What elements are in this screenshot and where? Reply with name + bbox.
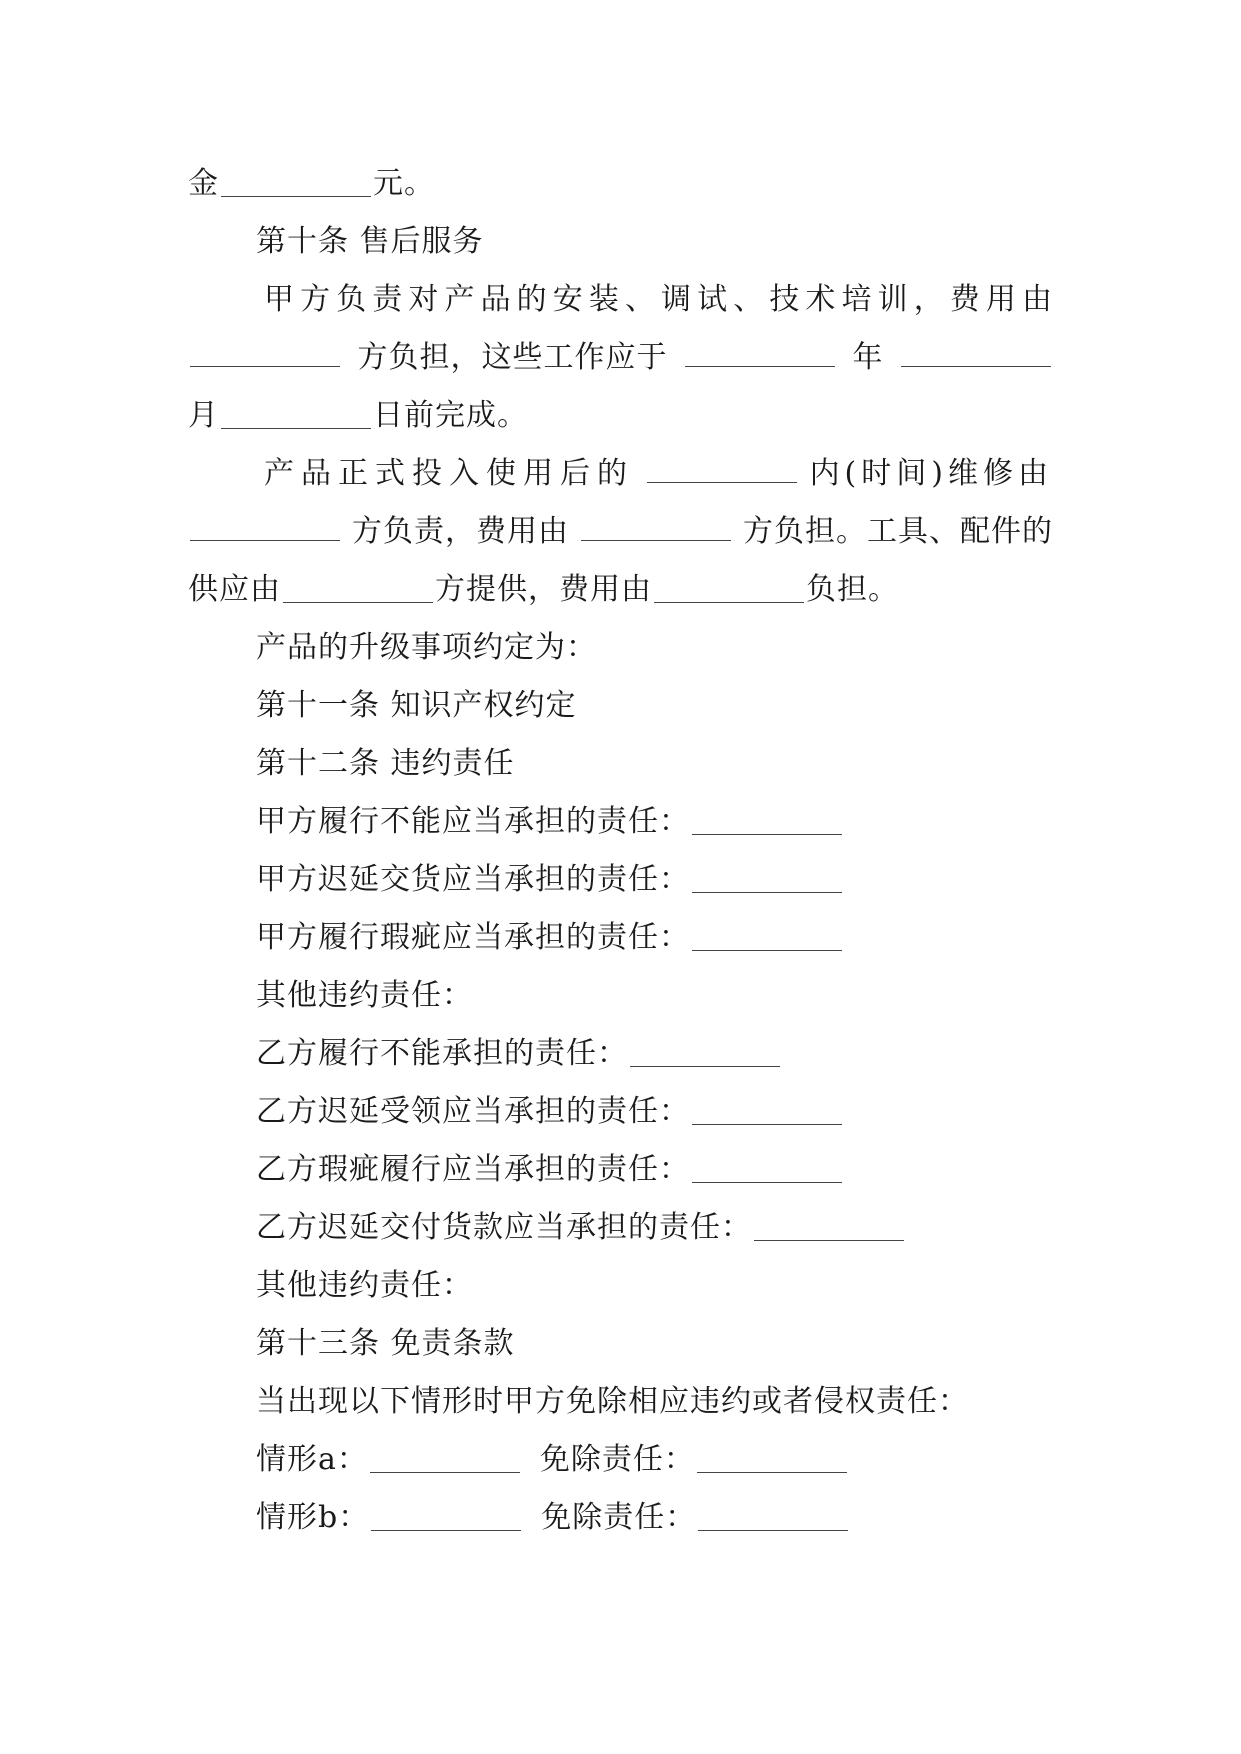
char: 责 — [372, 282, 404, 317]
heading: 第十二条 违约责任 — [256, 746, 515, 781]
text: 甲方迟延交货应当承担的责任： — [256, 862, 690, 897]
char: 用 — [985, 282, 1017, 317]
blank-field[interactable] — [697, 1471, 847, 1473]
line-b-defect — [188, 1141, 1053, 1199]
char: 训 — [877, 282, 909, 317]
text: 情形a： — [256, 1442, 368, 1477]
heading: 第十一条 知识产权约定 — [256, 688, 577, 723]
blank-field[interactable] — [692, 833, 842, 835]
char: 试 — [697, 282, 729, 317]
char: 培 — [841, 282, 873, 317]
heading: 第十三条 免责条款 — [256, 1326, 515, 1361]
line-b-delay-receive — [188, 1083, 1053, 1141]
char: 、 — [624, 282, 656, 317]
blank-field[interactable] — [654, 601, 804, 603]
char: 的 — [516, 282, 548, 317]
text: 元。 — [373, 166, 435, 201]
line-case-a — [188, 1431, 1053, 1489]
char: 产 — [444, 282, 476, 317]
char: 技 — [769, 282, 801, 317]
blank-field[interactable] — [692, 949, 842, 951]
text: 方负担，这些工作应于 — [357, 340, 668, 375]
char: 品 — [480, 282, 512, 317]
blank-field[interactable] — [370, 1471, 520, 1473]
text: 方提供，费用由 — [435, 572, 652, 607]
text: 日前完成。 — [373, 398, 528, 433]
blank-field[interactable] — [647, 481, 797, 483]
text: 内(时间)维修由 — [809, 456, 1053, 491]
blank-field[interactable] — [371, 1529, 521, 1531]
text: 甲方履行瑕疵应当承担的责任： — [256, 920, 690, 955]
blank-field[interactable] — [754, 1239, 904, 1241]
article-12-title — [188, 735, 1053, 793]
text: 供应由 — [188, 572, 281, 607]
text: 其他违约责任： — [256, 978, 473, 1013]
char: 方 — [300, 282, 332, 317]
line-other-2 — [188, 1257, 1053, 1315]
blank-field[interactable] — [190, 365, 340, 367]
line-maintenance-party — [188, 503, 1053, 561]
text: 金 — [188, 166, 219, 201]
char: 安 — [552, 282, 584, 317]
text: 乙方瑕疵履行应当承担的责任： — [256, 1152, 690, 1187]
char: 装 — [588, 282, 620, 317]
text: 负担。 — [806, 572, 899, 607]
line-a-fail — [188, 793, 1053, 851]
text: 年 — [852, 340, 884, 375]
heading: 第十条 售后服务 — [256, 224, 484, 259]
char: 甲 — [264, 282, 295, 317]
line-deposit — [188, 155, 1053, 213]
text: 产品的升级事项约定为： — [256, 630, 597, 665]
text: 当出现以下情形时甲方免除相应违约或者侵权责任： — [256, 1384, 969, 1419]
text: 乙方履行不能承担的责任： — [256, 1036, 628, 1071]
blank-field[interactable] — [581, 539, 731, 541]
text: 乙方迟延受领应当承担的责任： — [256, 1094, 690, 1129]
blank-field[interactable] — [698, 1529, 848, 1531]
text: 其他违约责任： — [256, 1268, 473, 1303]
document-body — [188, 155, 1053, 1547]
line-maintenance — [188, 445, 1053, 503]
text: 甲方履行不能应当承担的责任： — [256, 804, 690, 839]
text: 免除责任： — [539, 1442, 695, 1477]
line-service-party — [188, 329, 1053, 387]
text: 情形b： — [256, 1500, 370, 1535]
blank-field[interactable] — [692, 891, 842, 893]
text: 方负担。工具、配件的 — [743, 514, 1053, 549]
blank-field[interactable] — [685, 365, 835, 367]
text: 方负责，费用由 — [352, 514, 569, 549]
line-exempt-intro — [188, 1373, 1053, 1431]
blank-field[interactable] — [190, 539, 340, 541]
char: 术 — [805, 282, 837, 317]
line-parts-supply — [188, 561, 1053, 619]
char: 由 — [1021, 282, 1053, 317]
line-upgrade — [188, 619, 1053, 677]
char: ， — [913, 282, 945, 317]
blank-field[interactable] — [283, 601, 433, 603]
blank-field[interactable] — [221, 427, 371, 429]
line-service-date — [188, 387, 1053, 445]
line-case-b — [188, 1489, 1053, 1547]
blank-field[interactable] — [630, 1065, 780, 1067]
char: 对 — [408, 282, 440, 317]
line-a-defect — [188, 909, 1053, 967]
char: 、 — [733, 282, 765, 317]
text: 乙方迟延交付货款应当承担的责任： — [256, 1210, 752, 1245]
article-10-title — [188, 213, 1053, 271]
char: 负 — [336, 282, 368, 317]
line-a-delay — [188, 851, 1053, 909]
char: 费 — [949, 282, 981, 317]
char: 调 — [661, 282, 693, 317]
line-b-fail — [188, 1025, 1053, 1083]
blank-field[interactable] — [221, 195, 371, 197]
text: 月 — [188, 398, 219, 433]
article-11-title — [188, 677, 1053, 735]
blank-field[interactable] — [901, 365, 1051, 367]
blank-field[interactable] — [692, 1181, 842, 1183]
text: 产品正式投入使用后的 — [264, 456, 634, 491]
text: 免除责任： — [541, 1500, 697, 1535]
blank-field[interactable] — [692, 1123, 842, 1125]
article-13-title — [188, 1315, 1053, 1373]
line-other-1 — [188, 967, 1053, 1025]
line-b-delay-pay — [188, 1199, 1053, 1257]
line-service-clause — [188, 271, 1053, 329]
